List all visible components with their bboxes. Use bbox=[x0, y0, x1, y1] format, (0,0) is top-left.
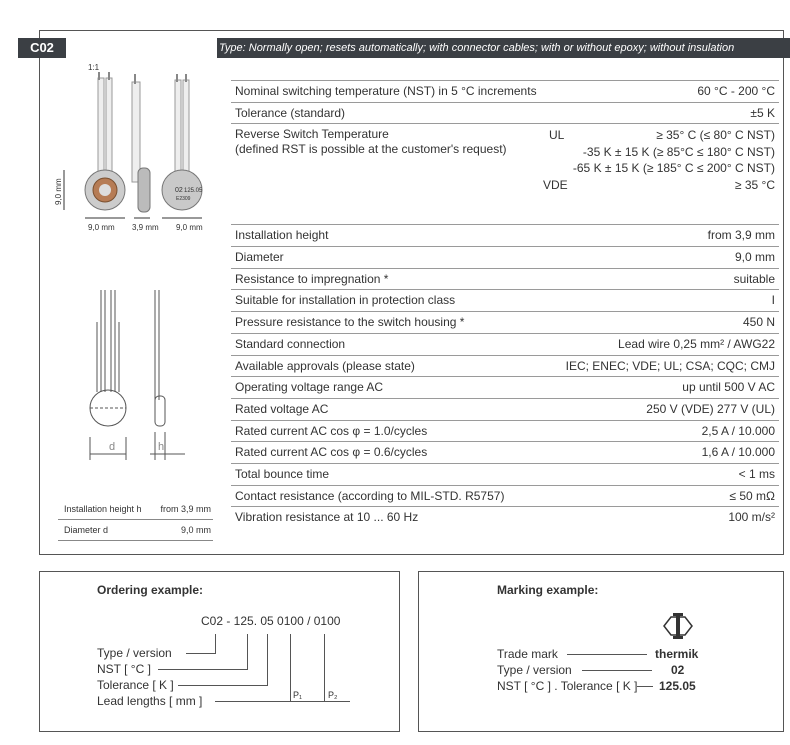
product-photo-drawing bbox=[50, 60, 220, 240]
ordering-code: C02 - 125. 05 0100 / 0100 bbox=[201, 614, 341, 628]
marking-label-nst: NST [ °C ] . Tolerance [ K ] bbox=[497, 679, 638, 693]
spec-row: Rated current AC cos φ = 1.0/cycles 2,5 A / 10.000 bbox=[231, 421, 779, 443]
spec-row: Vibration resistance at 10 ... 60 Hz 100 m/s² bbox=[235, 510, 775, 525]
spec-row: Tolerance (standard) ±5 K bbox=[231, 103, 779, 125]
technical-drawing bbox=[85, 282, 195, 462]
spec-row: Resistance to impregnation * suitable bbox=[231, 269, 779, 291]
dim-side: 3,9 mm bbox=[132, 223, 159, 232]
installation-table bbox=[58, 499, 213, 541]
spec-row: Contact resistance (according to MIL-STD. R5757) ≤ 50 mΩ bbox=[231, 486, 779, 508]
scale-label: 1:1 bbox=[88, 63, 100, 72]
spec-row: Pressure resistance to the switch housing * 450 N bbox=[231, 312, 779, 334]
coin-text-2: 125.05 bbox=[184, 188, 203, 194]
thermik-logo-icon bbox=[662, 612, 694, 640]
type-description-bar: Type: Normally open; resets automatically; with connector cables; with or without epoxy; without insulation bbox=[217, 38, 790, 58]
spec-table bbox=[231, 80, 779, 528]
spec-row: Nominal switching temperature (NST) in 5 °C increments 60 °C - 200 °C bbox=[231, 80, 779, 103]
ordering-p2: P₂ bbox=[328, 690, 338, 700]
marking-label-trademark: Trade mark bbox=[497, 647, 558, 661]
height-dim: 9,0 mm bbox=[54, 178, 63, 205]
spec-rows-lower bbox=[231, 225, 779, 528]
ordering-label-lead: Lead lengths [ mm ] bbox=[97, 694, 203, 708]
ordering-p1: P₁ bbox=[293, 690, 303, 700]
marking-value-nst: 125.05 bbox=[659, 679, 696, 693]
spec-row: Standard connection Lead wire 0,25 mm² / AWG22 bbox=[231, 334, 779, 356]
spec-row: Total bounce time < 1 ms bbox=[231, 464, 779, 486]
marking-title: Marking example: bbox=[497, 583, 599, 597]
dim-front: 9,0 mm bbox=[88, 223, 115, 232]
install-row-height: Installation height h from 3,9 mm bbox=[58, 499, 213, 520]
product-badge: C02 bbox=[18, 38, 66, 58]
marking-example-box bbox=[418, 571, 784, 732]
ordering-label-tolerance: Tolerance [ K ] bbox=[97, 678, 174, 692]
spec-row: Rated current AC cos φ = 0.6/cycles 1,6 A / 10.000 bbox=[231, 442, 779, 464]
marking-label-type: Type / version bbox=[497, 663, 572, 677]
dim-h-label: h bbox=[158, 441, 165, 453]
ordering-title: Ordering example: bbox=[97, 583, 204, 597]
ordering-label-type: Type / version bbox=[97, 646, 172, 660]
spec-row-reverse-switch: Reverse Switch Temperature (defined RST is possible at the customer's request) UL VDE ≥ 35° C (≤ 80° C NST) -35 K ± 15 K (≥ 85°C ≤ 180° C NST) -65 K ± 15 K (≥ 185° C ≤ 200° C NST) ≥ 35 °C bbox=[231, 124, 779, 225]
install-row-diameter: Diameter d 9,0 mm bbox=[58, 520, 213, 541]
marking-value-type: 02 bbox=[671, 663, 685, 677]
spec-row: Installation height from 3,9 mm bbox=[231, 225, 779, 247]
coin-text-1: 02 bbox=[175, 187, 183, 194]
marking-value-trademark: thermik bbox=[655, 647, 699, 661]
spec-row: Operating voltage range AC up until 500 V AC bbox=[231, 377, 779, 399]
ordering-example-box bbox=[39, 571, 400, 732]
spec-row: Diameter 9,0 mm bbox=[231, 247, 779, 269]
coin-text-3: E2309 bbox=[176, 196, 191, 202]
ordering-label-nst: NST [ °C ] bbox=[97, 662, 151, 676]
spec-row: Rated voltage AC 250 V (VDE) 277 V (UL) bbox=[231, 399, 779, 421]
dim-d-label: d bbox=[109, 441, 116, 453]
spec-row: Suitable for installation in protection class I bbox=[231, 290, 779, 312]
dim-back: 9,0 mm bbox=[176, 223, 203, 232]
spec-row: Available approvals (please state) IEC; ENEC; VDE; UL; CSA; CQC; CMJ bbox=[231, 356, 779, 378]
